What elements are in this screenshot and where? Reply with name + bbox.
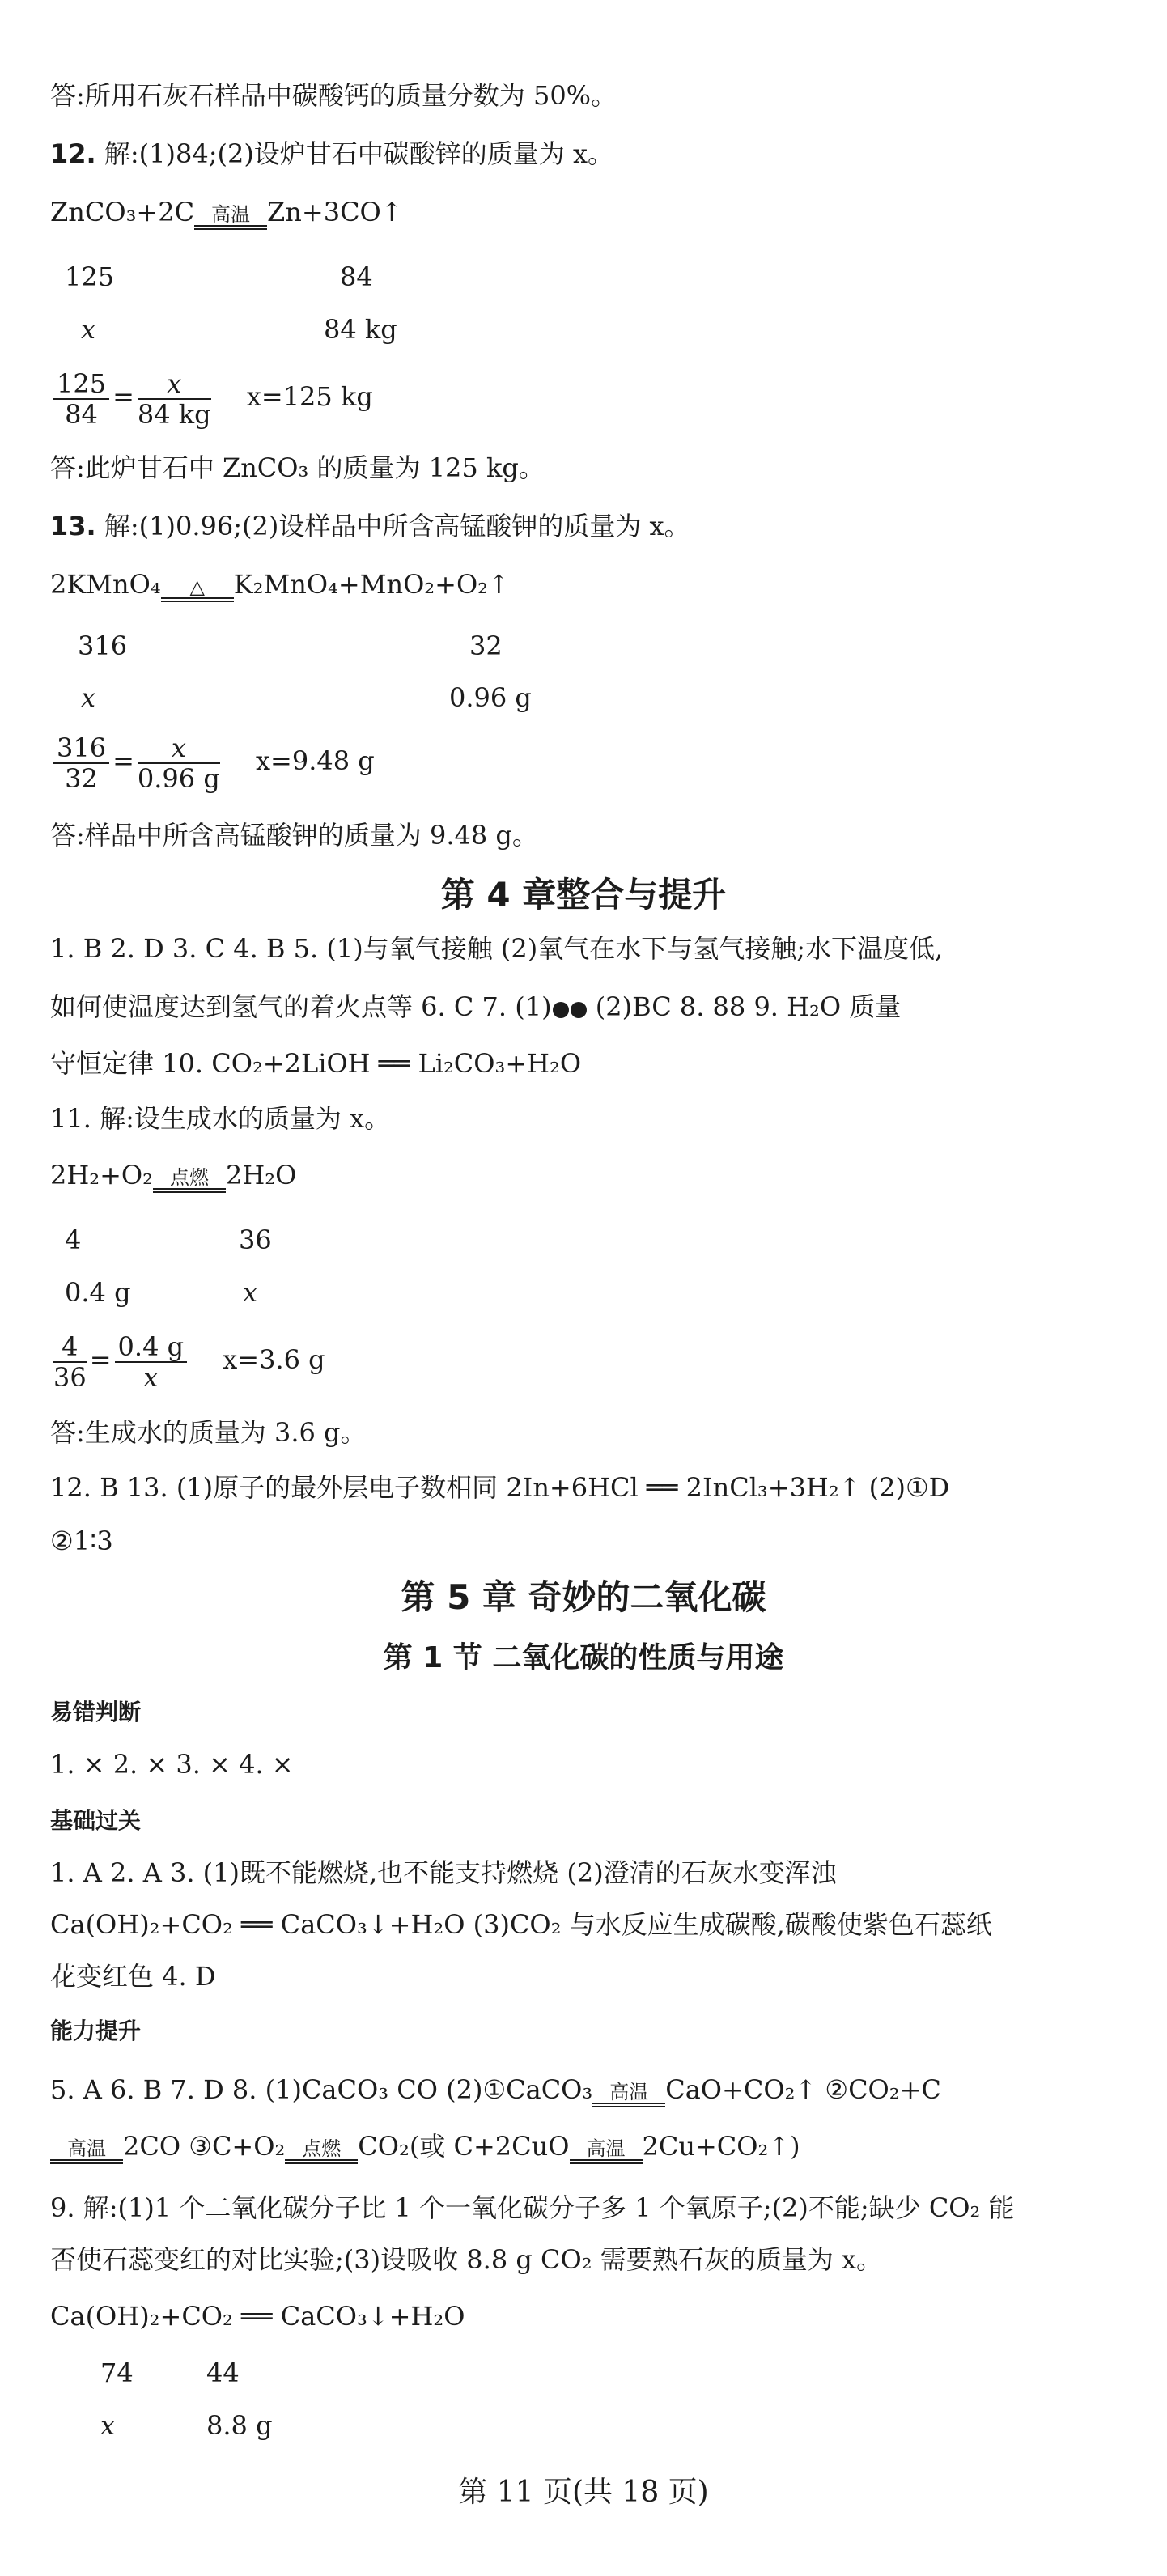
section-label: 基础过关	[50, 1807, 142, 1834]
ratio-a: x	[81, 682, 96, 713]
ratio-b: 84	[340, 261, 373, 292]
proportion-2: $\frac{316}{32}$ = $\frac{x}{0.96 g}$ x=9.48 g	[50, 728, 375, 793]
answer-line: 高温 2CO ③C+O₂ 点燃 CO₂(或 C+2CuO 高温 2Cu+CO₂↑)	[50, 2128, 800, 2164]
proportion-3: $\frac{4}{36}$ = $\frac{0.4 g}{x}$ x=3.6 g	[53, 1330, 325, 1393]
proportion-1: $\frac{125}{84}$ = $\frac{x}{84 kg}$ x=125 kg	[50, 364, 373, 429]
answer-line: 答:样品中所含高锰酸钾的质量为 9.48 g。	[50, 820, 538, 851]
answer-line: 9. 解:(1)1 个二氧化碳分子比 1 个一氧化碳分子多 1 个氧原子;(2)不能;缺少 CO₂ 能	[50, 2192, 1015, 2223]
equation-1	[50, 194, 403, 230]
question-12	[50, 136, 613, 172]
answer-line: 如何使温度达到氢气的着火点等 6. C 7. (1) (2)BC 8. 88 9. H₂O 质量	[50, 989, 901, 1027]
answer-line: 1. B 2. D 3. C 4. B 5. (1)与氧气接触 (2)氧气在水下与氢气接触;水下温度低,	[50, 933, 944, 964]
equation-2: 2KMnO₄ △ K₂MnO₄+MnO₂+O₂↑	[50, 567, 510, 602]
answer-line: 5. A 6. B 7. D 8. (1)CaCO₃ CO (2)①CaCO₃ 高温 CaO+CO₂↑ ②CO₂+C	[50, 2072, 941, 2107]
ratio-b: 8.8 g	[206, 2410, 273, 2441]
question-number: 12.	[50, 138, 96, 169]
answer-line: 守恒定律 10. CO₂+2LiOH ══ Li₂CO₃+H₂O	[50, 1048, 582, 1079]
equation-3: 2H₂+O₂ 点燃 2H₂O	[50, 1157, 296, 1193]
ratio-a: 0.4 g	[65, 1277, 131, 1308]
answer-line: 否使石蕊变红的对比实验;(3)设吸收 8.8 g CO₂ 需要熟石灰的质量为 x。	[50, 2244, 882, 2275]
ratio-b: 84 kg	[324, 314, 397, 345]
answer-line: 12. B 13. (1)原子的最外层电子数相同 2In+6HCl ══ 2InCl₃+3H₂↑ (2)①D	[50, 1472, 950, 1503]
answer-line: 1. A 2. A 3. (1)既不能燃烧,也不能支持燃烧 (2)澄清的石灰水变浑浊	[50, 1857, 837, 1888]
answer-line: 答:生成水的质量为 3.6 g。	[50, 1417, 367, 1448]
answer-line: ②1∶3	[50, 1526, 113, 1556]
ratio-a: x	[81, 314, 96, 345]
ratio-b: 36	[239, 1224, 272, 1255]
ratio-a: 125	[65, 261, 115, 292]
section-label: 能力提升	[50, 2018, 142, 2044]
reaction-condition: 高温	[194, 204, 267, 230]
answer-line: Ca(OH)₂+CO₂ ══ CaCO₃↓+H₂O (3)CO₂ 与水反应生成碳酸,碳酸使紫色石蕊纸	[50, 1909, 992, 1940]
section-1-title: 第 1 节 二氧化碳的性质与用途	[383, 1641, 784, 1674]
ratio-b: x	[243, 1277, 258, 1308]
equation-4: Ca(OH)₂+CO₂ ══ CaCO₃↓+H₂O	[50, 2301, 465, 2332]
equation-left: ZnCO₃+2C	[50, 197, 195, 227]
section-label: 易错判断	[50, 1699, 142, 1725]
ratio-b: 44	[206, 2357, 240, 2388]
question-13	[50, 508, 690, 544]
ratio-b: 32	[469, 630, 503, 661]
ratio-a: x	[100, 2410, 116, 2441]
equation-right: Zn+3CO↑	[267, 197, 403, 227]
chapter-4-title: 第 4 章整合与提升	[440, 875, 727, 915]
answer-line: 答:所用石灰石样品中碳酸钙的质量分数为 50%。	[50, 80, 617, 111]
ratio-a: 316	[78, 630, 128, 661]
chapter-5-title: 第 5 章 奇妙的二氧化碳	[401, 1577, 766, 1617]
question-text: 解:(1)0.96;(2)设样品中所含高锰酸钾的质量为 x。	[95, 511, 690, 541]
molecule-8-icon: 8	[728, 991, 746, 1022]
ratio-a: 74	[100, 2357, 134, 2388]
molecule-icon	[552, 991, 588, 1027]
question-text: 解:(1)84;(2)设炉甘石中碳酸锌的质量为 x。	[95, 138, 614, 169]
page-footer: 第 11 页(共 18 页)	[458, 2476, 709, 2509]
answer-line: 11. 解:设生成水的质量为 x。	[50, 1103, 391, 1134]
answer-line: 花变红色 4. D	[50, 1961, 216, 1992]
answer-line: 1. × 2. × 3. × 4. ×	[50, 1749, 294, 1780]
ratio-b: 0.96 g	[449, 682, 532, 713]
answer-line: 答:此炉甘石中 ZnCO₃ 的质量为 125 kg。	[50, 452, 545, 483]
ratio-a: 4	[65, 1224, 82, 1255]
question-number: 13.	[50, 511, 96, 541]
